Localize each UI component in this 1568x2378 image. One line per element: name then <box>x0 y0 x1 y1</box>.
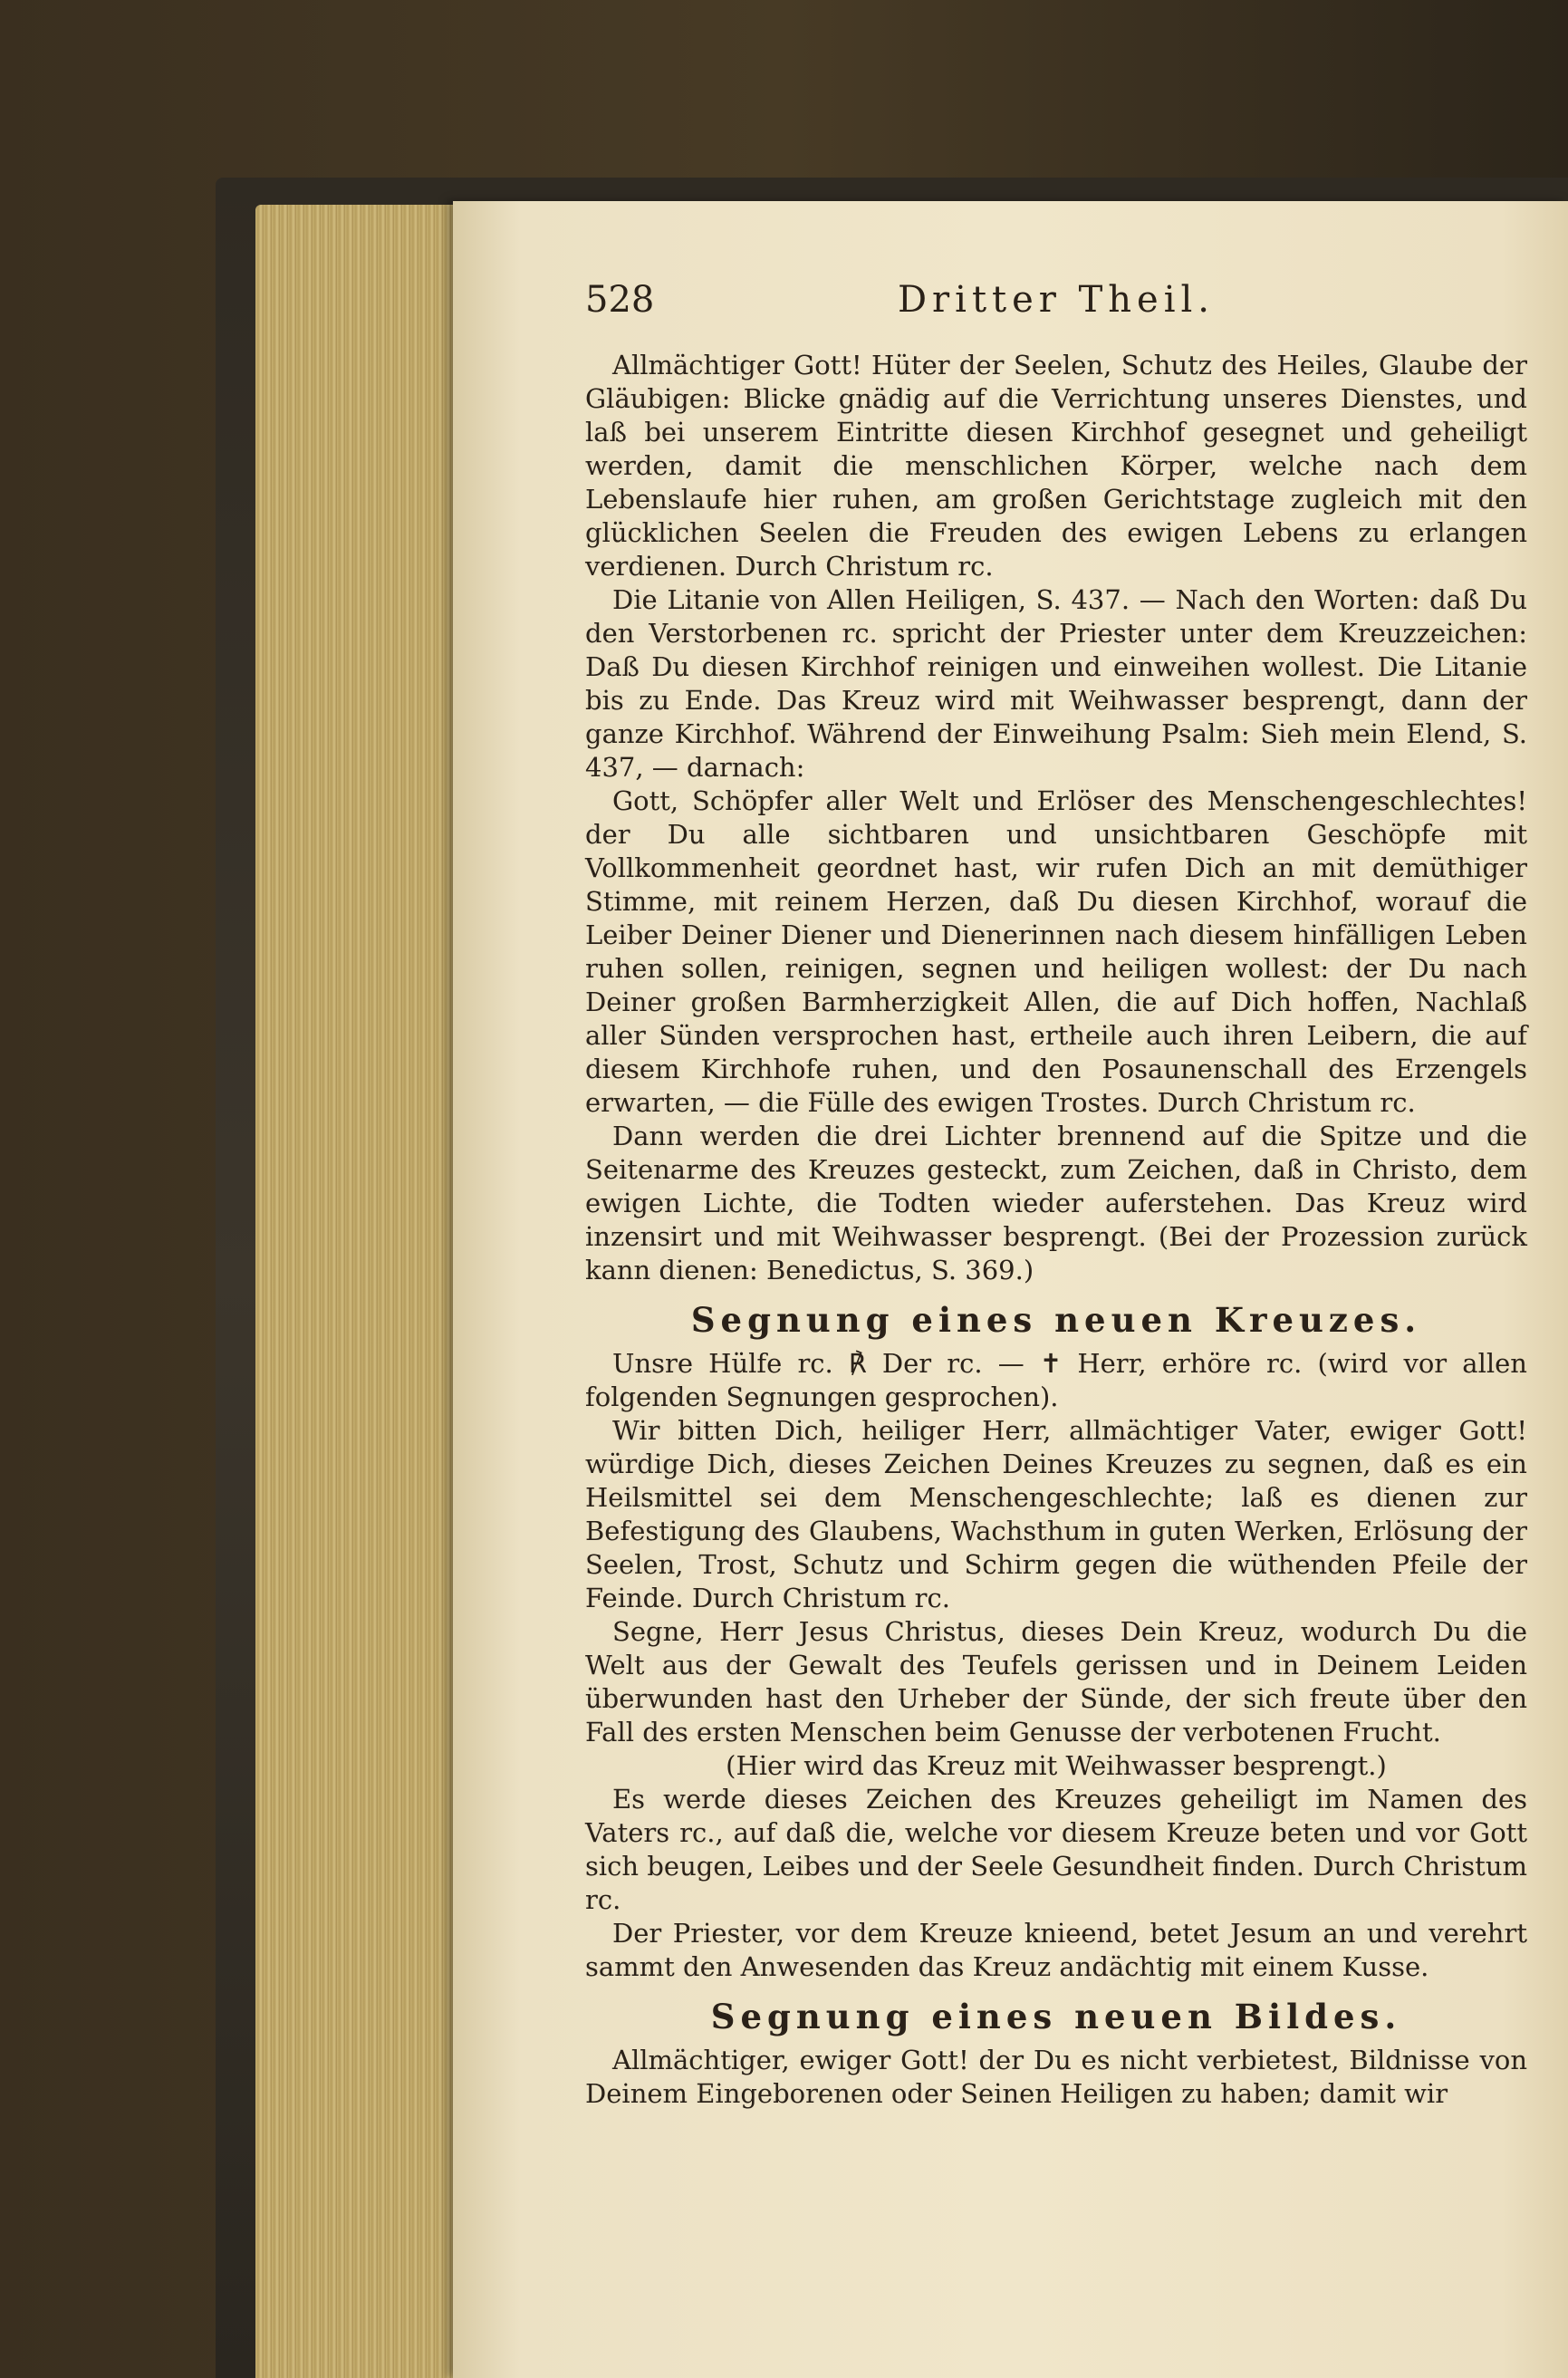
page-body <box>585 349 1527 2111</box>
section-heading-kreuz: Segnung eines neuen Kreuzes. <box>690 1300 1422 1340</box>
paragraph: Der Priester, vor dem Kreuze knieend, betet Jesum an und verehrt sammt den Anwesenden das Kreuz andächtig mit einem Kusse. <box>585 1918 1527 1982</box>
paragraph: Wir bitten Dich, heiliger Herr, allmächtiger Vater, ewiger Gott! würdige Dich, dieses Zeichen Deines Kreuzes zu segnen, daß es ein Heilsmittel sei dem Menschengeschlechte; laß es dienen zur Befestigung des Glaubens, Wachsthum in guten Werken, Erlösung der Seelen, Trost, Schutz und Schirm gegen die wüthenden Pfeile der Feinde. Durch Christum rc. <box>585 1415 1527 1613</box>
running-head: Dritter Theil. <box>897 279 1216 321</box>
paragraph: Dann werden die drei Lichter brennend auf die Spitze und die Seitenarme des Kreuzes gesteckt, zum Zeichen, daß in Christo, dem ewigen Lichte, die Todten wieder auferstehen. Das Kreuz wird inzensirt und mit Weihwasser besprengt. (Bei der Prozession zurück kann dienen: Benedictus, S. 369.) <box>585 1121 1527 1285</box>
page-number: 528 <box>585 279 655 321</box>
paragraph: Segne, Herr Jesus Christus, dieses Dein Kreuz, wodurch Du die Welt aus der Gewalt des Teufels gerissen und in Deinem Leiden überwunden hast den Urheber der Sünde, der sich freute über den Fall des ersten Menschen beim Genusse der verbotenen Frucht. <box>585 1616 1527 1747</box>
paragraph: Unsre Hülfe rc. ℟ Der rc. — ✝ Herr, erhöre rc. (wird vor allen folgenden Segnungen gesprochen). <box>585 1348 1527 1412</box>
page-edges <box>255 205 469 2378</box>
paragraph: Allmächtiger, ewiger Gott! der Du es nicht verbietest, Bildnisse von Deinem Eingeborenen oder Seinen Heiligen zu haben; damit wir <box>585 2045 1527 2109</box>
paragraph: Allmächtiger Gott! Hüter der Seelen, Schutz des Heiles, Glaube der Gläubigen: Blicke gnädig auf die Verrichtung unseres Dienstes, und laß bei unserem Eintritte diesen Kirchhof gesegnet und geheiligt werden, damit die menschlichen Körper, welche nach dem Lebenslaufe hier ruhen, am großen Gerichtstage zugleich mit den glücklichen Seelen die Freuden des ewigen Lebens zu erlangen verdienen. Durch Christum rc. <box>585 350 1527 582</box>
rubric: (Hier wird das Kreuz mit Weihwasser besprengt.) <box>726 1750 1387 1781</box>
paragraph: Gott, Schöpfer aller Welt und Erlöser des Menschengeschlechtes! der Du alle sichtbaren und unsichtbaren Geschöpfe mit Vollkommenheit geordnet hast, wir rufen Dich an mit demüthiger Stimme, mit reinem Herzen, daß Du diesen Kirchhof, worauf die Leiber Deiner Diener und Dienerinnen nach diesem hinfälligen Leben ruhen sollen, reinigen, segnen und heiligen wollest: der Du nach Deiner großen Barmherzigkeit Allen, die auf Dich hoffen, Nachlaß aller Sünden versprochen hast, ertheile auch ihren Leibern, die auf diesem Kirchhofe ruhen, und den Posaunenschall des Erzengels erwarten, — die Fülle des ewigen Trostes. Durch Christum rc. <box>585 785 1527 1118</box>
paragraph: Die Litanie von Allen Heiligen, S. 437. — Nach den Worten: daß Du den Verstorbenen rc. spricht der Priester unter dem Kreuzzeichen: Daß Du diesen Kirchhof reinigen und einweihen wollest. Die Litanie bis zu Ende. Das Kreuz wird mit Weihwasser besprengt, dann der ganze Kirchhof. Während der Einweihung Psalm: Sieh mein Elend, S. 437, — darnach: <box>585 584 1527 783</box>
section-heading-bild: Segnung eines neuen Bildes. <box>710 1997 1402 2036</box>
page-header <box>585 272 1527 326</box>
paragraph: Es werde dieses Zeichen des Kreuzes geheiligt im Namen des Vaters rc., auf daß die, welche vor diesem Kreuze beten und vor Gott sich beugen, Leibes und der Seele Gesundheit finden. Durch Christum rc. <box>585 1784 1527 1915</box>
